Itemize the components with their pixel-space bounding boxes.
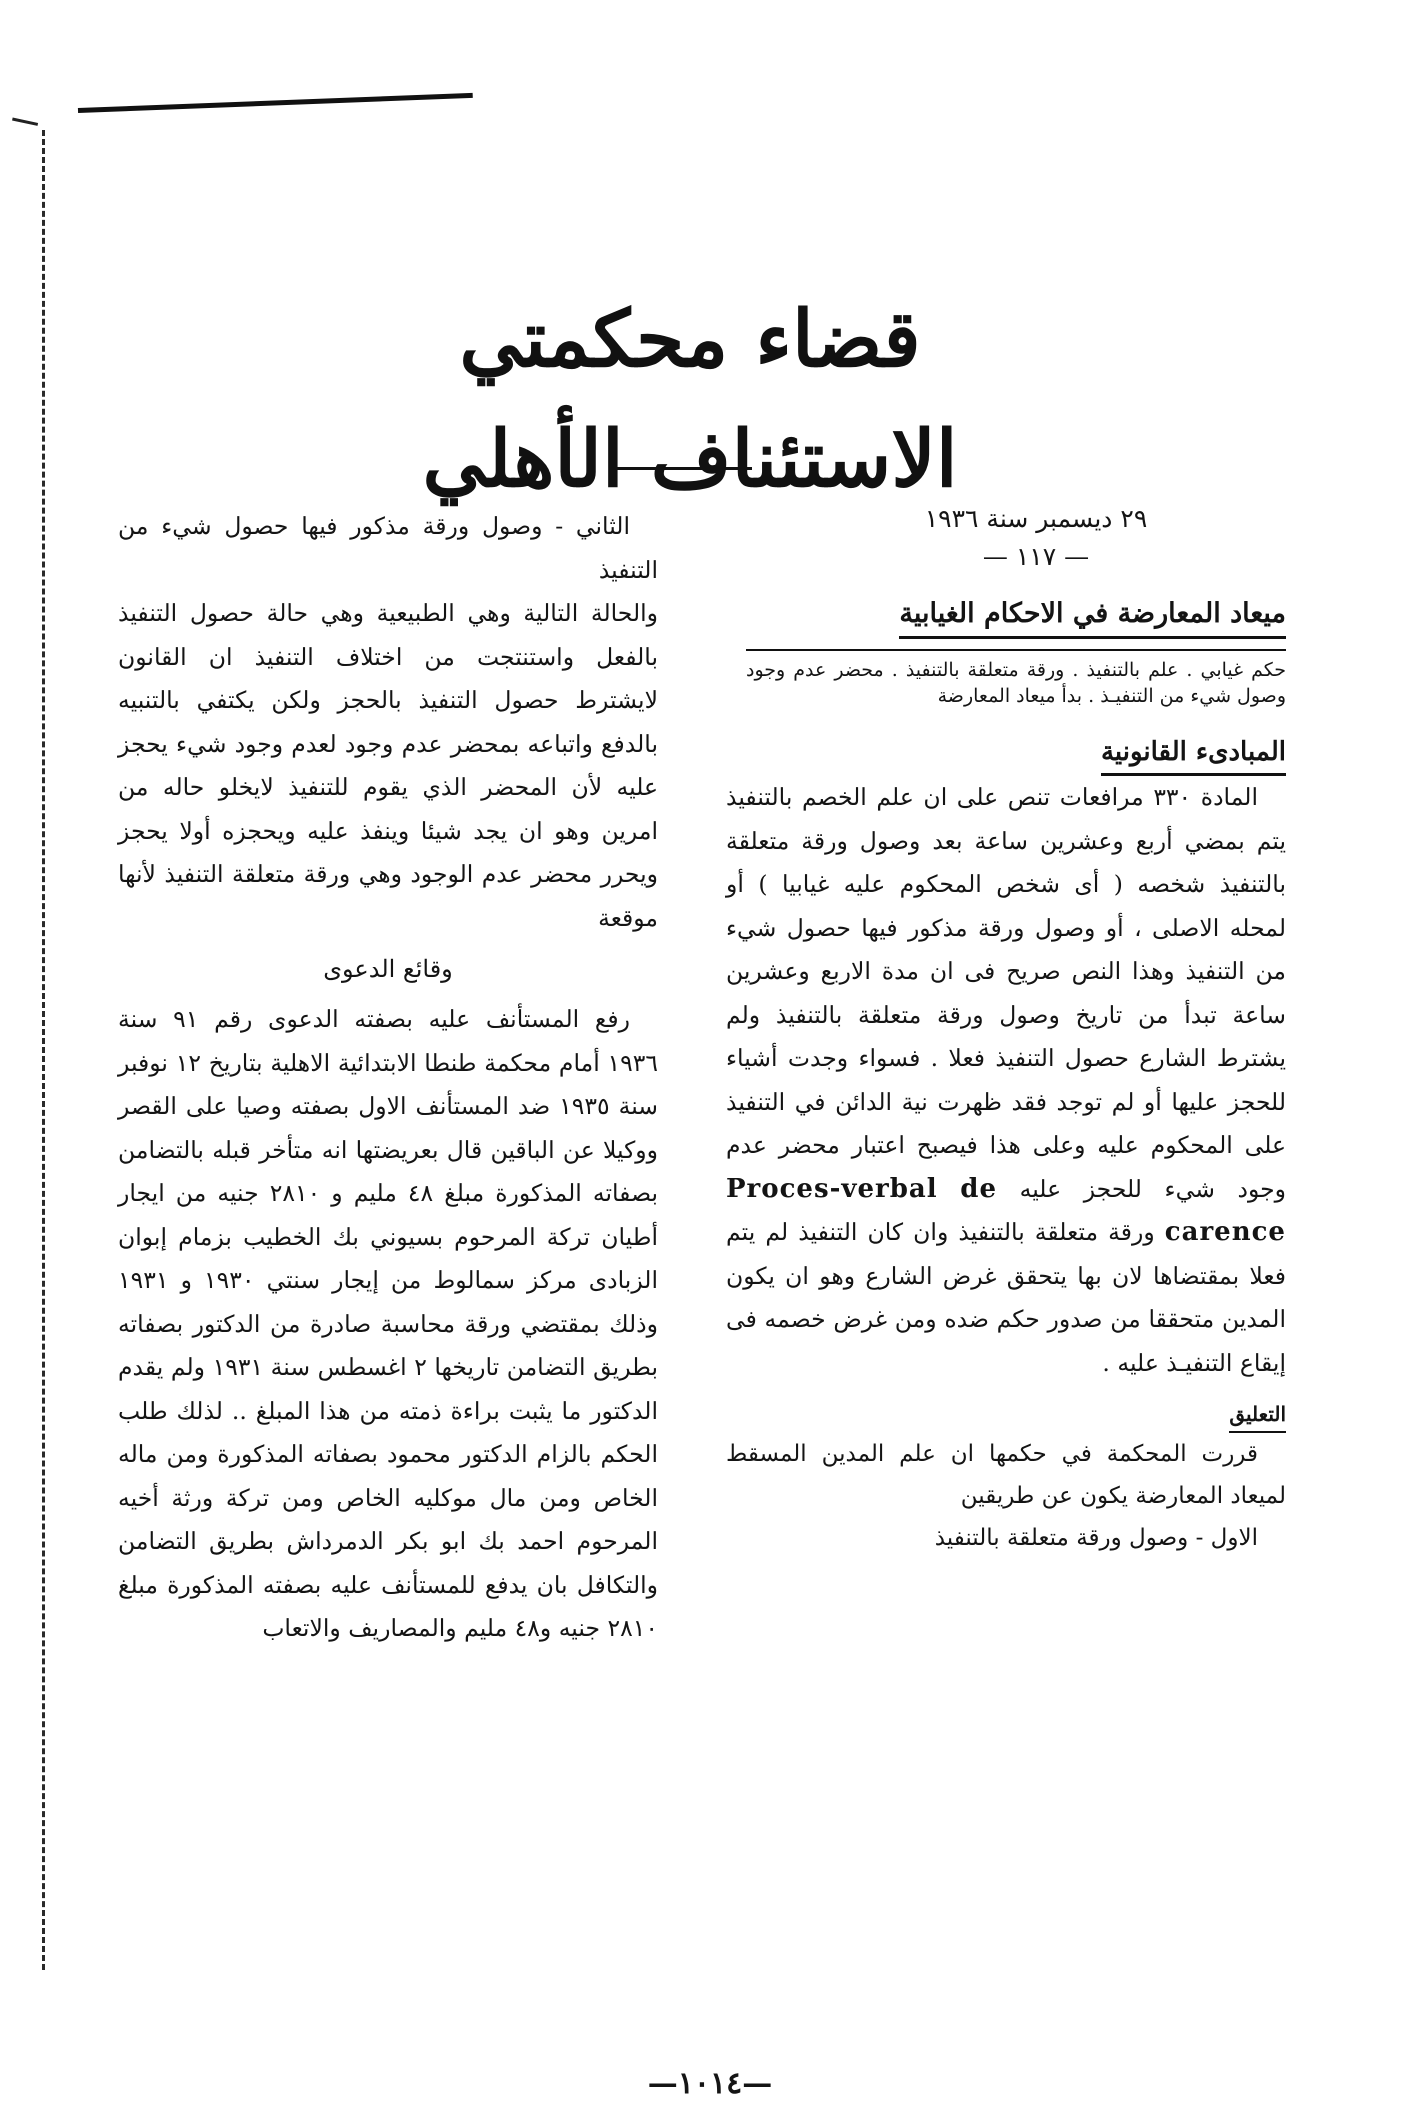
latin-term-2: de carence <box>960 1173 1286 1247</box>
comment-paragraph-2: الاول - وصول ورقة متعلقة بالتنفيذ <box>934 1525 1258 1551</box>
title-divider <box>612 467 752 470</box>
latin-term-1: Proces-verbal <box>726 1173 938 1204</box>
principles-heading: المبادىء القانونية <box>1101 733 1286 776</box>
principles-paragraph <box>726 776 1286 1385</box>
scan-edge-border <box>42 130 45 1970</box>
facts-paragraph: رفع المستأنف عليه بصفته الدعوى رقم ٩١ سنة ١٩٣٦ أمام محكمة طنطا الابتدائية الاهلية بتاريخ ١٢ نوفبر سنة ١٩٣٥ ضد المستأنف الاول بصفته وصيا على القصر ووكيلا عن الباقين قال بعريضتها انه متأخر قبله بالتضامن بصفاته المذكورة مبلغ ٤٨ مليم و ٢٨١٠ جنيه من ايجار أطيان تركة المرحوم بسيوني بك الخطيب بزمام إبوان الزبادى مركز سمالوط من إيجار سنتي ١٩٣٠ و ١٩٣١ وذلك بمقتضي ورقة محاسبة صادرة من الدكتور بصفاته بطريق التضامن تاريخها ٢ اغسطس سنة ١٩٣١ ولم يقدم الدكتور ما يثبت براءة ذمته من هذا المبلغ .. لذلك طلب الحكم بالزام الدكتور محمود بصفاته المذكورة ومن ماله الخاص ومن مال موكليه الخاص ومن تركة ورثة أخيه المرحوم احمد بك ابو بكر الدمرداش بطريق التضامن والتكافل بان يدفع للمستأنف عليه بصفته المذكورة مبلغ ٢٨١٠ جنيه و٤٨ مليم والمصاريف والاتعاب <box>118 1005 658 1642</box>
principles-text-part-2: ورقة متعلقة بالتنفيذ وان كان التنفيذ لم يتم فعلا بمقتضاها لان بها يتحقق غرض الشارع وهو ان يكون المدين متحققا من صدور حكم ضده ومن غرض خصمه فى إيقاع التنفيـذ عليه . <box>726 1218 1286 1377</box>
top-rule <box>78 93 473 113</box>
left-column <box>118 505 658 1651</box>
masthead-title: قضاء محكمتي الاستئناف الأهلي <box>422 294 958 505</box>
scan-edge-mark <box>8 118 38 146</box>
page-number: —١٠١٤— <box>647 2066 773 2101</box>
case-number: — ١١٧ — <box>982 542 1090 571</box>
facts-heading: وقائع الدعوى <box>323 955 453 983</box>
comment-heading: التعليق <box>1229 1397 1286 1433</box>
right-column <box>726 500 1286 1559</box>
principles-text-part-1: المادة ٣٣٠ مرافعات تنص على ان علم الخصم بالتنفيذ يتم بمضي أربع وعشرين ساعة بعد وصول ورقة متعلقة بالتنفيذ شخصه ( أى شخص المحكوم عليه غيابيا ) أو لمحله الاصلى ، أو وصول ورقة مذكور فيها حصول شيء من التنفيذ وهذا النص صريح فى ان مدة الاربع وعشرين ساعة تبدأ من تاريخ وصول ورقة متعلقة بالتنفيذ ولم يشترط الشارع حصول التنفيذ فعلا . فسواء وجدت أشياء للحجز عليها أو لم توجد فقد ظهرت نية الدائن في التنفيذ على المحكوم عليه وعلى هذا فيصبح اعتبار محضر عدم وجود شيء للحجز عليه <box>726 783 1286 1203</box>
analysis-paragraph: والحالة التالية وهي الطبيعية وهي حالة حصول التنفيذ بالفعل واستنتجت من اختلاف التنفيذ ان القانون لايشترط حصول التنفيذ بالحجز ولكن يكتفي بالتنبيه بالدفع واتباعه بمحضر عدم وجود لعدم وجود شيء يحجز عليه لأن المحضر الذي يقوم للتنفيذ لايخلو حاله من امرين وهو ان يجد شيئا وينفذ عليه ويحجزه أولا يحجز ويحرر محضر عدم الوجود وهي ورقة متعلقة التنفيذ لأنها موقعة <box>118 599 658 932</box>
case-summary: حكم غيابي . علم بالتنفيذ . ورقة متعلقة بالتنفيذ . محضر عدم وجود وصول شيء من التنفيـذ . بدأ ميعاد المعارضة <box>746 649 1286 719</box>
ruling-date: ٢٩ ديسمبر سنة ١٩٣٦ <box>924 504 1148 533</box>
comment-paragraph-1: قررت المحكمة في حكمها ان علم المدين المسقط لميعاد المعارضة يكون عن طريقين <box>726 1441 1286 1509</box>
second-way-paragraph: الثاني - وصول ورقة مذكور فيها حصول شيء من التنفيذ <box>118 512 658 584</box>
case-subject: ميعاد المعارضة في الاحكام الغيابية <box>899 594 1286 639</box>
